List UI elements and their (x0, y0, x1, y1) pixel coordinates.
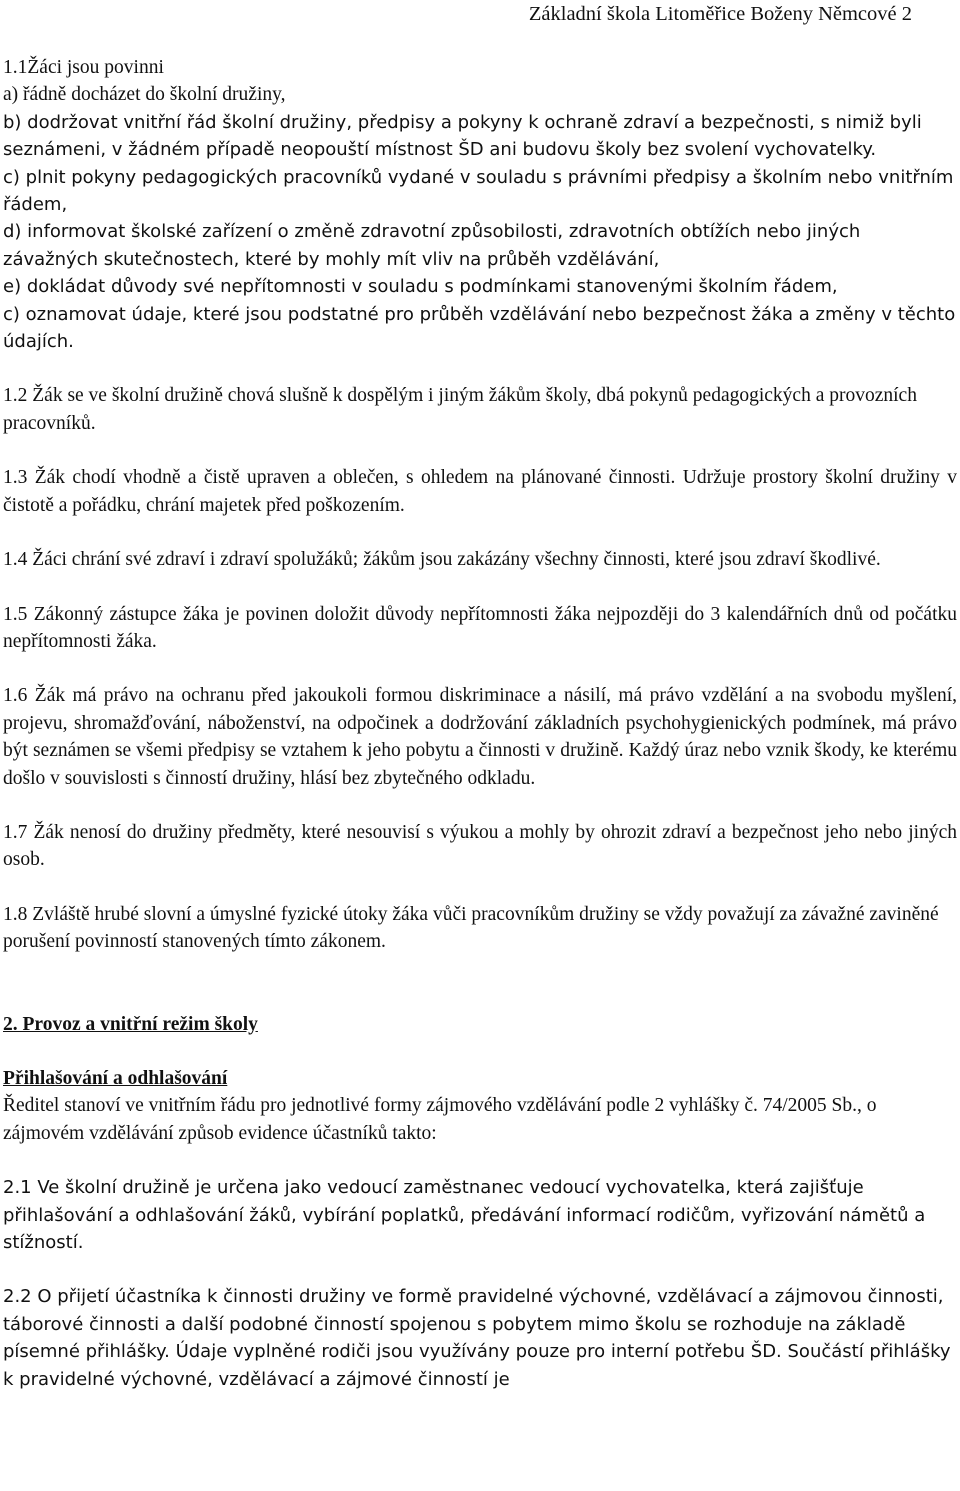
duty-c-first: c) plnit pokyny pedagogických pracovníků vydané v souladu s právními předpisy a školním nebo vnitřním řádem, (3, 166, 954, 216)
rule-1-3: 1.3 Žák chodí vhodně a čistě upraven a oblečen, s ohledem na plánované činnosti. Udržuje prostory školní družiny v čistotě a pořádku, chrání majetek před poškozením. (3, 467, 957, 516)
rule-1-5: 1.5 Zákonný zástupce žáka je povinen doložit důvody nepřítomnosti žáka nejpozději do 3 kalendářních dnů od počátku nepřítomnosti žáka. (3, 603, 957, 652)
duty-b: b) dodržovat vnitřní řád školní družiny, předpisy a pokyny k ochraně zdraví a bezpečnosti, s nimiž byli seznámeni, v žádném případě neopouští místnost ŠD ani budovu školy bez svolení vychovatelky. (3, 111, 922, 161)
duty-d: d) informovat školské zařízení o změně zdravotní způsobilosti, zdravotních obtížích nebo jiných závažných skutečnostech, které by mohly mít vliv na průběh vzdělávání, (3, 221, 861, 270)
section-2-intro: Ředitel stanoví ve vnitřním řádu pro jednotlivé formy zájmového vzdělávání podle 2 vyhlášky č. 74/2005 Sb., o zájmovém vzdělávání způsob evidence účastníků takto: (3, 1095, 877, 1144)
subsection-title: Přihlašování a odhlašování (3, 1067, 228, 1089)
paragraph-2-2: 2.2 O přijetí účastníka k činnosti družiny ve formě pravidelné výchovné, vzdělávací a zájmovou činnosti, táborové činnosti a další podobné činností spojenou s pobytem mimo školu se rozhoduje na základě písemné přihlášky. Údaje vyplněné rodiči jsou využívány pouze pro interní potřebu ŠD. Součástí přihlášky k pravidelné výchovné, vzdělávací a zájmové činností je (3, 1286, 951, 1390)
paragraph-2-1: 2.1 Ve školní družině je určena jako vedoucí zaměstnanec vedoucí vychovatelka, která zajišťuje přihlašování a odhlašování žáků, vybírání poplatků, předávání informací rodičům, vyřizování námětů a stížností. (3, 1177, 926, 1253)
page-header: Základní škola Litoměřice Boženy Němcové 2 (528, 3, 912, 25)
duties-block (3, 54, 957, 355)
rule-1-2: 1.2 Žák se ve školní družině chová slušně k dospělým i jiným žákům školy, dbá pokynů pedagogických a provozních pracovníků. (3, 385, 917, 434)
duty-c-second: c) oznamovat údaje, které jsou podstatné pro průběh vzdělávání nebo bezpečnost žáka a změny v těchto údajích. (3, 303, 956, 353)
rule-1-4: 1.4 Žáci chrání své zdraví i zdraví spolužáků; žákům jsou zakázány všechny činnosti, které jsou zdraví škodlivé. (3, 549, 881, 571)
duty-e: e) dokládat důvody své nepřítomnosti v souladu s podmínkami stanovenými školním řádem, (3, 276, 838, 298)
document-page (3, 0, 957, 1393)
rule-1-6: 1.6 Žák má právo na ochranu před jakoukoli formou diskriminace a násilí, má právo vzdělání a na svobodu myšlení, projevu, shromažďování, náboženství, na odpočinek a dodržování základních psychohygienických podmínek, má právo být seznámen se všemi předpisy se vztahem k jeho pobytu a činnosti v družině. Každý úraz nebo vznik škody, ke kterému došlo v souvislosti s činností družiny, hlásí bez zbytečného odkladu. (3, 685, 957, 789)
rule-1-7: 1.7 Žák nenosí do družiny předměty, které nesouvisí s výukou a mohly by ohrozit zdraví a bezpečnost jeho nebo jiných osob. (3, 821, 957, 871)
duty-a: a) řádně docházet do školní družiny, (3, 84, 286, 106)
rule-1-8: 1.8 Zvláště hrubé slovní a úmyslné fyzické útoky žáka vůči pracovníkům družiny se vždy považují za závažné zaviněné porušení povinností stanovených tímto zákonem. (3, 903, 939, 953)
section-2-title: 2. Provoz a vnitřní režim školy (3, 1013, 258, 1035)
duties-intro: 1.1Žáci jsou povinni (3, 57, 164, 78)
